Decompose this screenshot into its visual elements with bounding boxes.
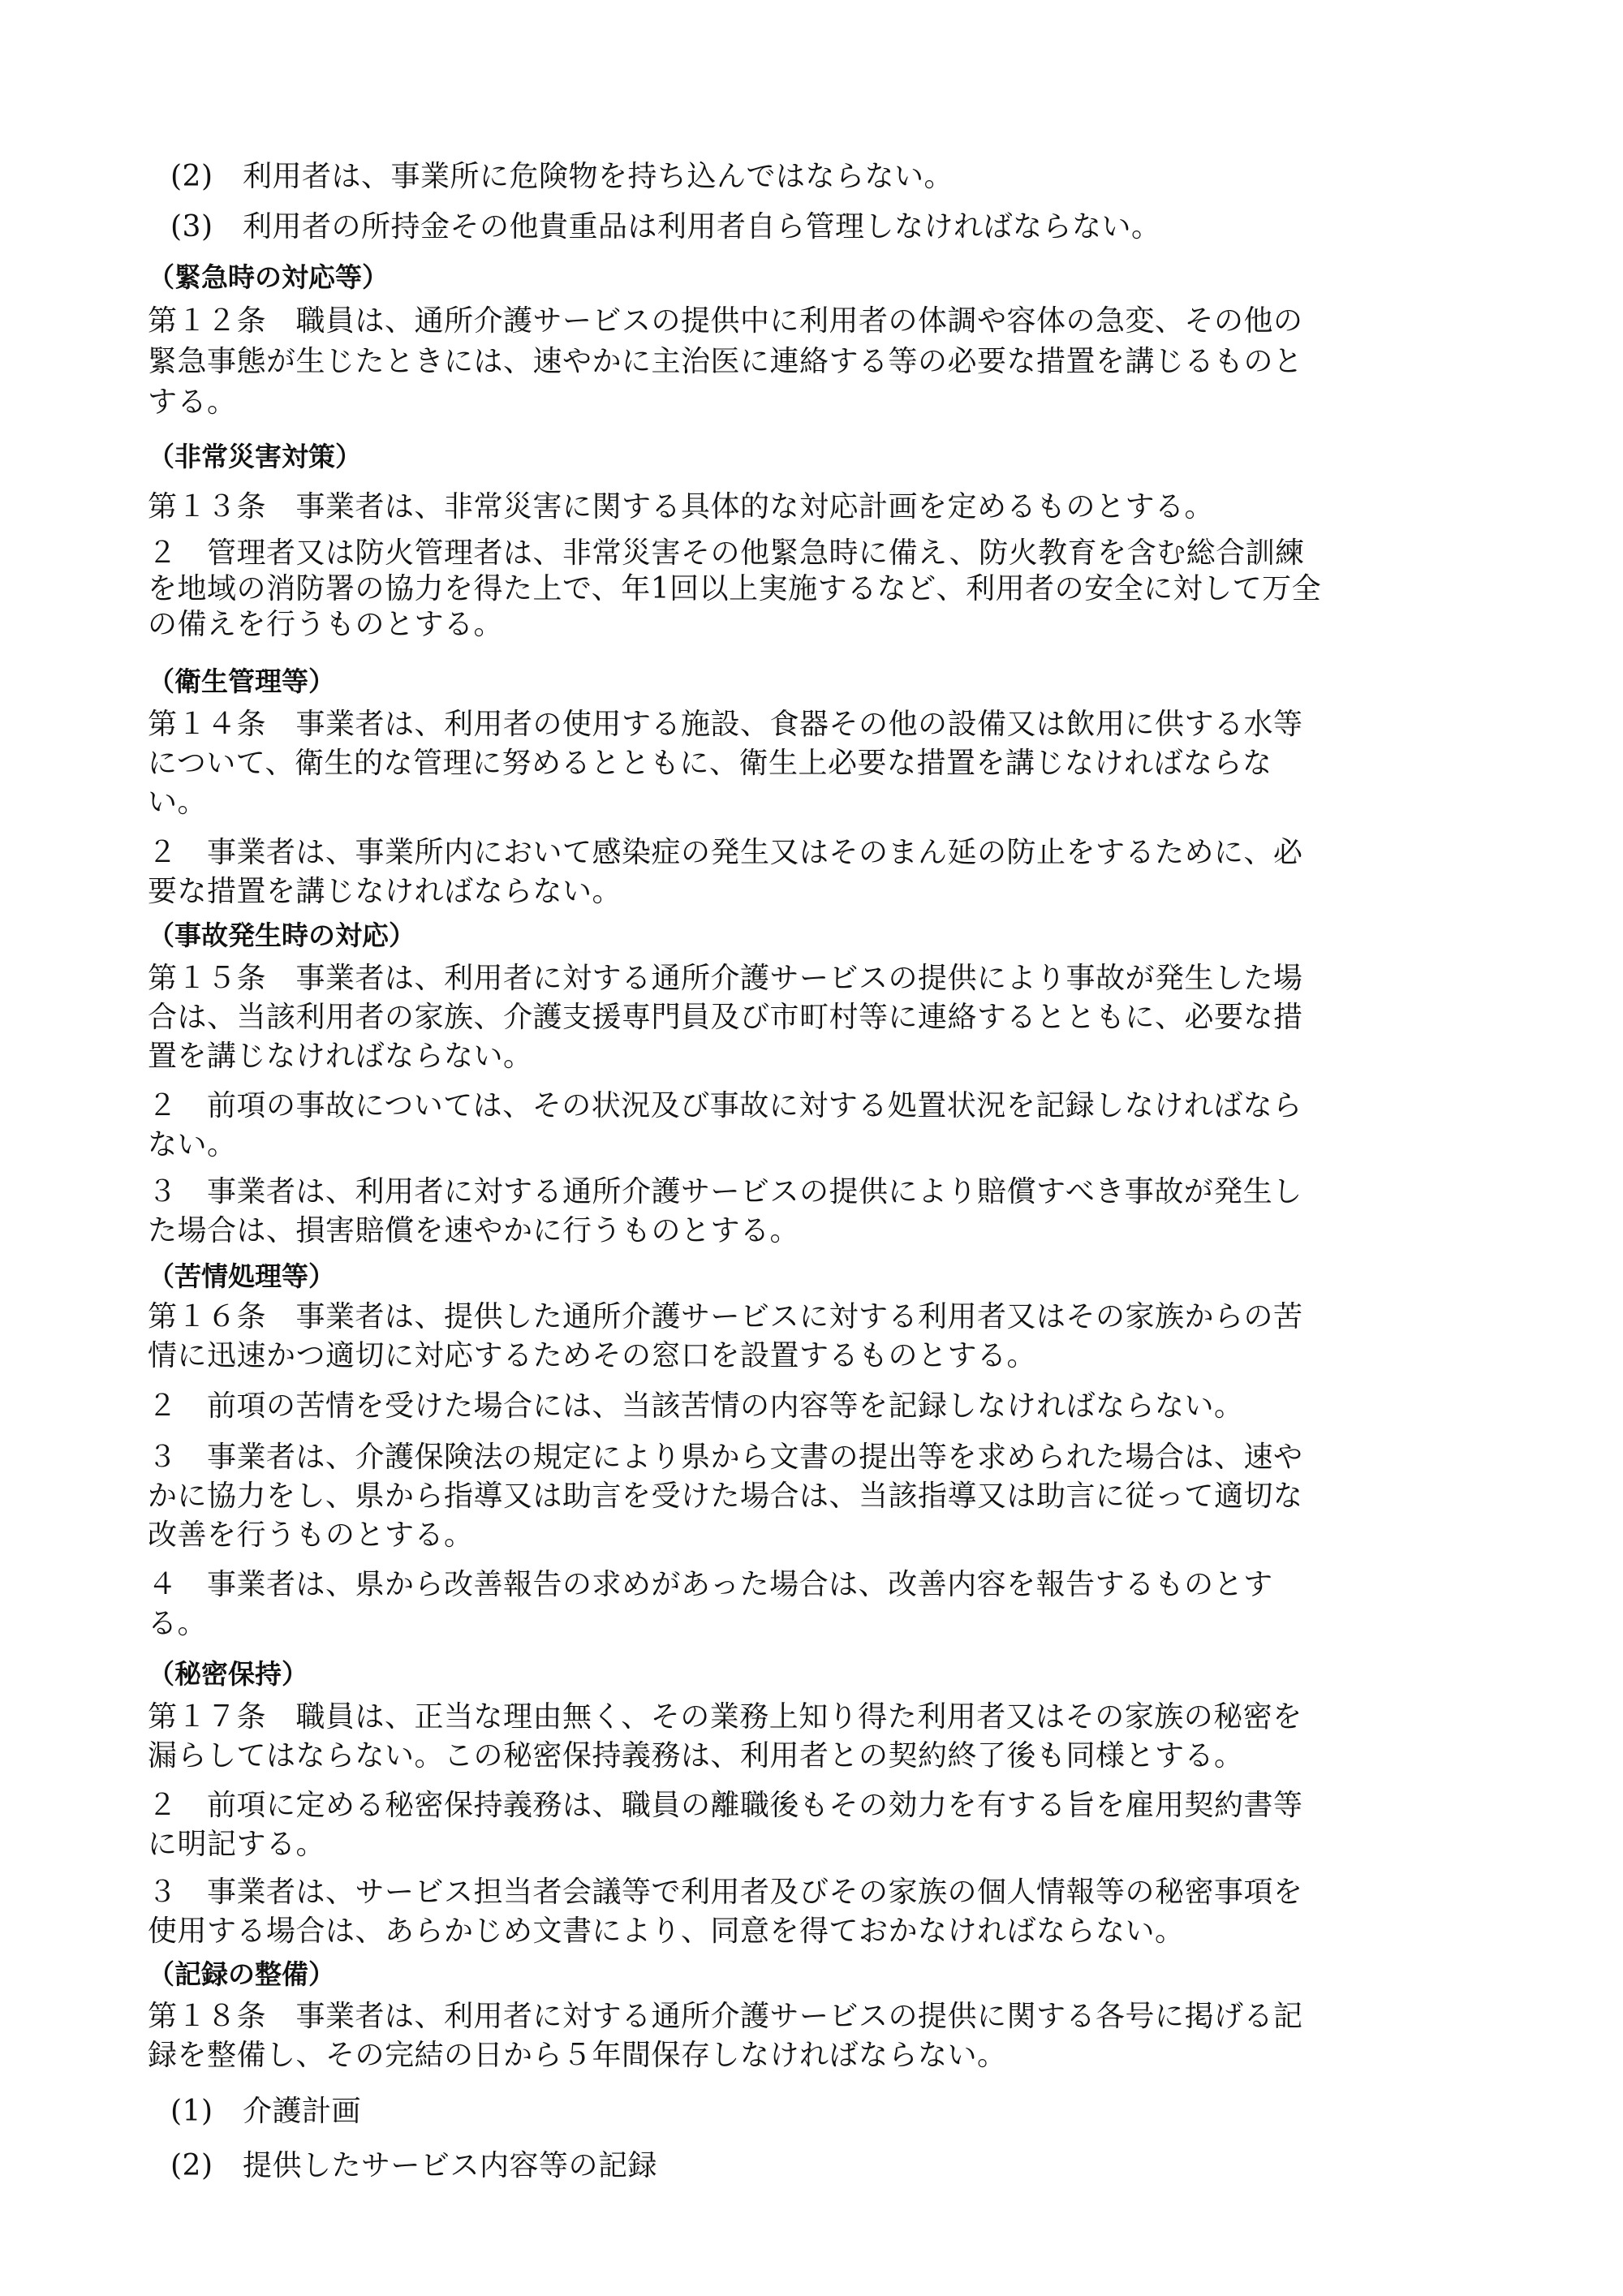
body-line: い。	[148, 786, 208, 819]
body-line: 使用する場合は、あらかじめ文書により、同意を得ておかなければならない。	[148, 1915, 1185, 1948]
body-line: について、衛生的な管理に努めるとともに、衛生上必要な措置を講じなければならな	[148, 747, 1272, 780]
body-line: に明記する。	[148, 1828, 326, 1861]
body-line: 第１２条 職員は、通所介護サービスの提供中に利用者の体調や容体の急変、その他の	[148, 304, 1303, 338]
section-heading: （記録の整備）	[148, 1958, 335, 1990]
body-line: ２ 前項の事故については、その状況及び事故に対する処置状況を記録しなければなら	[148, 1089, 1302, 1122]
body-line: ３ 事業者は、介護保険法の規定により県から文書の提出等を求められた場合は、速や	[148, 1441, 1303, 1474]
section-heading: （苦情処理等）	[148, 1260, 335, 1292]
section-heading: （秘密保持）	[148, 1658, 308, 1690]
body-line: ２ 管理者又は防火管理者は、非常災害その他緊急時に備え、防火教育を含む総合訓練	[148, 536, 1305, 570]
body-line: 置を講じなければならない。	[148, 1040, 533, 1073]
body-line: 第１５条 事業者は、利用者に対する通所介護サービスの提供により事故が発生した場	[148, 962, 1303, 995]
section-heading: （事故発生時の対応）	[148, 920, 415, 951]
body-line: 第１３条 事業者は、非常災害に関する具体的な対応計画を定めるものとする。	[148, 490, 1215, 523]
body-line: の備えを行うものとする。	[148, 608, 504, 641]
body-line: 第１６条 事業者は、提供した通所介護サービスに対する利用者又はその家族からの苦	[148, 1300, 1303, 1333]
body-line: を地域の消防署の協力を得た上で、年1回以上実施するなど、利用者の安全に対して万全	[148, 572, 1322, 605]
body-line: 改善を行うものとする。	[148, 1518, 474, 1552]
body-line: た場合は、損害賠償を速やかに行うものとする。	[148, 1214, 800, 1247]
body-line: ２ 前項に定める秘密保持義務は、職員の離職後もその効力を有する旨を雇用契約書等	[148, 1789, 1303, 1822]
body-line: ３ 事業者は、利用者に対する通所介護サービスの提供により賠償すべき事故が発生し	[148, 1175, 1302, 1208]
body-line: 第１７条 職員は、正当な理由無く、その業務上知り得た利用者又はその家族の秘密を	[148, 1700, 1302, 1734]
section-heading: （非常災害対策）	[148, 441, 362, 472]
list-item: (1) 介護計画	[170, 2095, 361, 2128]
body-line: する。	[148, 386, 237, 419]
body-line: 第１４条 事業者は、利用者の使用する施設、食器その他の設備又は飲用に供する水等	[148, 708, 1303, 741]
list-item: (2) 利用者は、事業所に危険物を持ち込んではならない。	[170, 160, 954, 193]
list-item: (2) 提供したサービス内容等の記録	[170, 2149, 657, 2182]
body-line: ない。	[148, 1128, 237, 1161]
body-line: かに協力をし、県から指導又は助言を受けた場合は、当該指導又は助言に従って適切な	[148, 1480, 1303, 1513]
body-line: 要な措置を講じなければならない。	[148, 875, 622, 908]
section-heading: （衛生管理等）	[148, 666, 335, 697]
list-item: (3) 利用者の所持金その他貴重品は利用者自ら管理しなければならない。	[170, 210, 1161, 243]
body-line: 緊急事態が生じたときには、速やかに主治医に連絡する等の必要な措置を講じるものと	[148, 345, 1303, 378]
body-line: 情に迅速かつ適切に対応するためその窓口を設置するものとする。	[148, 1339, 1037, 1372]
body-line: ３ 事業者は、サービス担当者会議等で利用者及びその家族の個人情報等の秘密事項を	[148, 1876, 1303, 1909]
section-heading: （緊急時の対応等）	[148, 261, 389, 293]
body-line: る。	[148, 1607, 208, 1640]
body-line: 第１８条 事業者は、利用者に対する通所介護サービスの提供に関する各号に掲げる記	[148, 2000, 1303, 2033]
body-line: 録を整備し、その完結の日から５年間保存しなければならない。	[148, 2039, 1007, 2072]
body-line: 漏らしてはならない。この秘密保持義務は、利用者との契約終了後も同様とする。	[148, 1739, 1244, 1773]
body-line: ４ 事業者は、県から改善報告の求めがあった場合は、改善内容を報告するものとす	[148, 1568, 1273, 1601]
body-line: 合は、当該利用者の家族、介護支援専門員及び市町村等に連絡するとともに、必要な措	[148, 1001, 1303, 1034]
body-line: ２ 前項の苦情を受けた場合には、当該苦情の内容等を記録しなければならない。	[148, 1389, 1244, 1423]
body-line: ２ 事業者は、事業所内において感染症の発生又はそのまん延の防止をするために、必	[148, 836, 1303, 869]
